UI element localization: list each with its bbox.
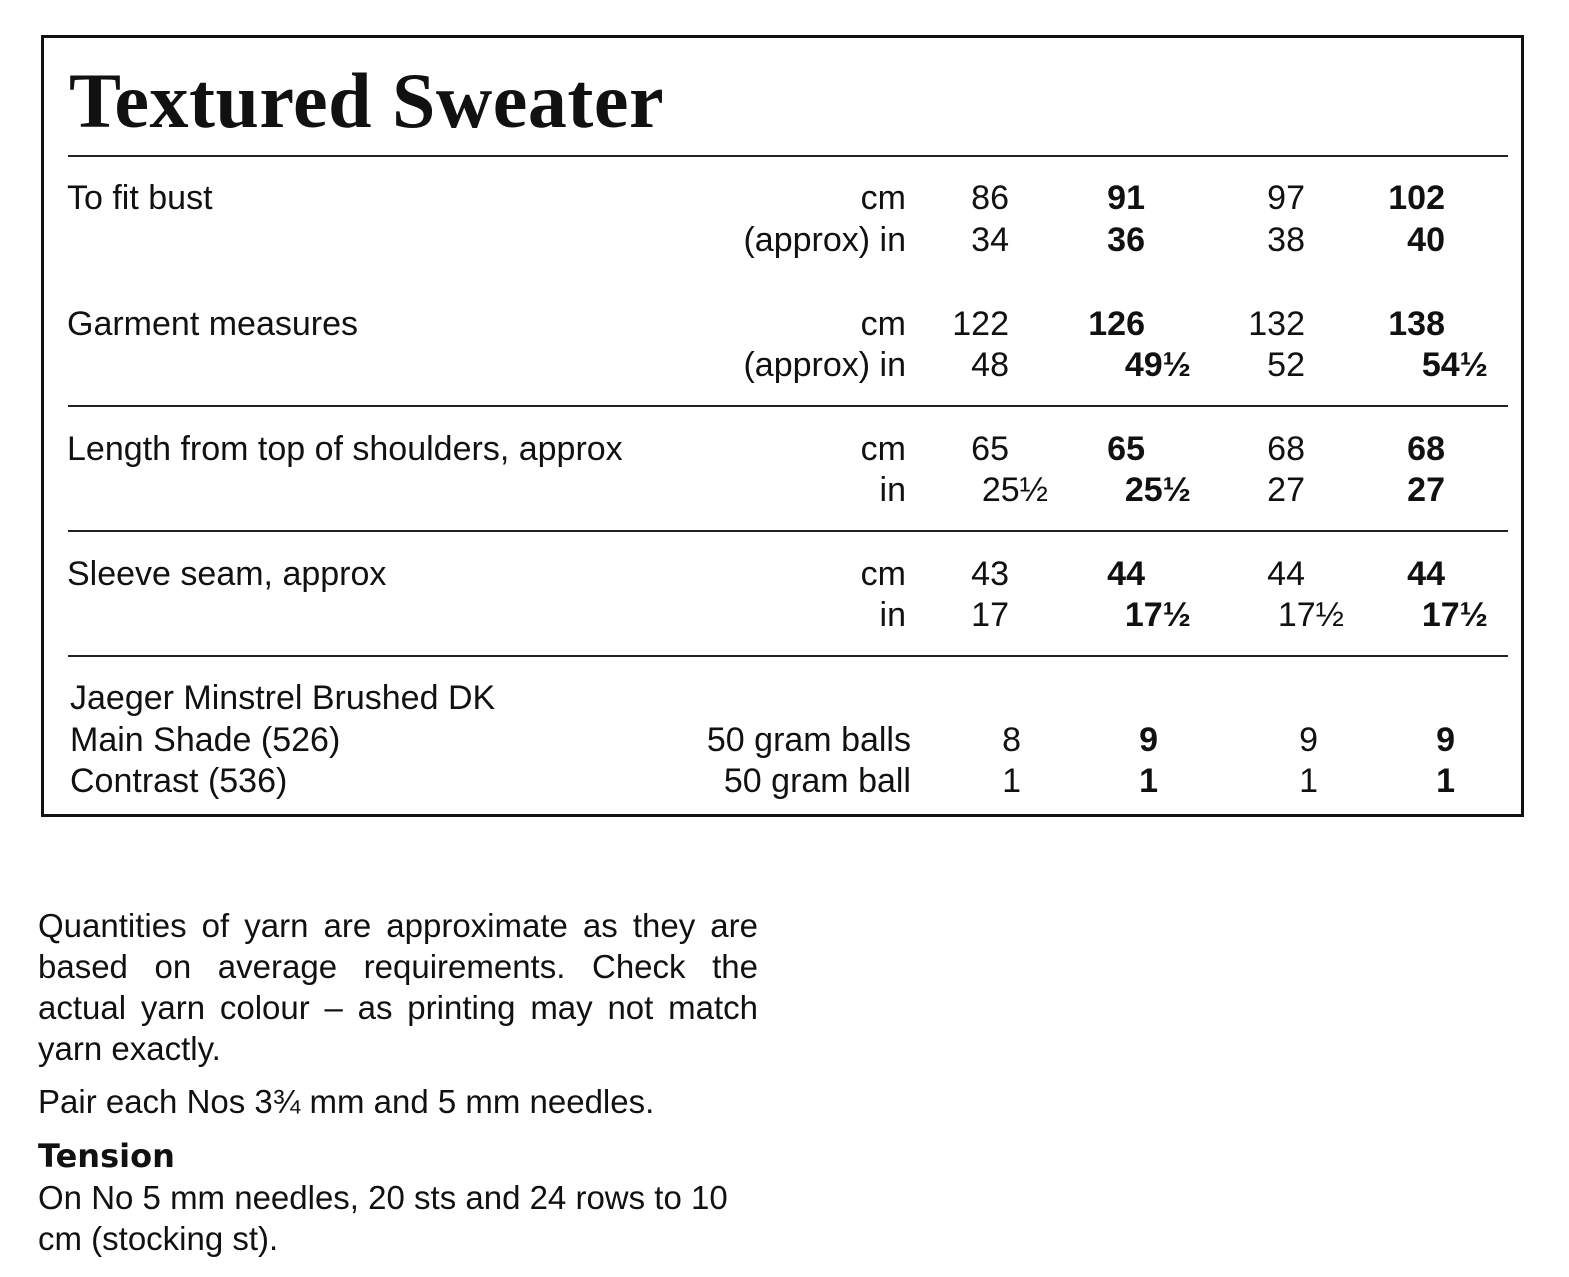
value-cell: 38 <box>1267 221 1305 259</box>
value-cell: 65 <box>1107 430 1145 468</box>
unit-in: in <box>879 471 906 509</box>
yarn-quantity-note: Quantities of yarn are approximate as they are based on average requirements. Check the actual yarn colour – as printing may not match yarn exactly. <box>38 907 758 1067</box>
value-cell: 25½ <box>981 471 1048 509</box>
pattern-title: Textured Sweater <box>69 57 665 144</box>
value-cell: 27 <box>1407 471 1445 509</box>
value-cell: 102 <box>1388 179 1445 217</box>
value-cell: 17 <box>971 596 1009 634</box>
row-label-length: Length from top of shoulders, approx <box>67 430 623 468</box>
value-cell: 44 <box>1107 555 1145 593</box>
value-cell: 17½ <box>1277 596 1344 634</box>
value-cell: 1 <box>1299 762 1318 800</box>
value-cell: 97 <box>1267 179 1305 217</box>
value-cell: 1 <box>1002 762 1021 800</box>
value-cell: 9 <box>1436 721 1455 759</box>
value-cell: 44 <box>1407 555 1445 593</box>
notes-section <box>38 905 758 1259</box>
unit-cm: cm <box>860 555 906 593</box>
value-cell: 8 <box>1002 721 1021 759</box>
value-cell: 17½ <box>1421 596 1488 634</box>
value-cell: 17½ <box>1124 596 1191 634</box>
value-cell: 91 <box>1107 179 1145 217</box>
main-shade-unit: 50 gram balls <box>706 721 911 759</box>
value-cell: 54½ <box>1421 346 1488 384</box>
section-divider <box>68 405 1508 407</box>
value-cell: 122 <box>952 305 1009 343</box>
value-cell: 86 <box>971 179 1009 217</box>
value-cell: 138 <box>1388 305 1445 343</box>
unit-in: in <box>879 596 906 634</box>
value-cell: 9 <box>1299 721 1318 759</box>
value-cell: 52 <box>1267 346 1305 384</box>
contrast-label: Contrast (536) <box>70 762 288 800</box>
unit-in: (approx) in <box>743 221 906 259</box>
value-cell: 68 <box>1267 430 1305 468</box>
value-cell: 68 <box>1407 430 1445 468</box>
needles-note: Pair each Nos 3¾ mm and 5 mm needles. <box>38 1083 655 1120</box>
value-cell: 25½ <box>1124 471 1191 509</box>
unit-cm: cm <box>860 430 906 468</box>
tension-heading: Tension <box>38 1137 175 1175</box>
value-cell: 65 <box>971 430 1009 468</box>
value-cell: 1 <box>1436 762 1455 800</box>
value-cell: 44 <box>1267 555 1305 593</box>
value-cell: 36 <box>1107 221 1145 259</box>
title-divider <box>68 155 1508 157</box>
unit-in: (approx) in <box>743 346 906 384</box>
section-divider <box>68 655 1508 657</box>
tension-text: On No 5 mm needles, 20 sts and 24 rows to 10 cm (stocking st). <box>38 1179 728 1257</box>
value-cell: 132 <box>1248 305 1305 343</box>
row-label-sleeve: Sleeve seam, approx <box>67 555 387 593</box>
value-cell: 126 <box>1088 305 1145 343</box>
value-cell: 9 <box>1139 721 1158 759</box>
measurements-box <box>41 35 1524 817</box>
value-cell: 34 <box>971 221 1009 259</box>
unit-cm: cm <box>860 305 906 343</box>
main-shade-label: Main Shade (526) <box>70 721 341 759</box>
contrast-unit: 50 gram ball <box>723 762 911 800</box>
row-label-bust: To fit bust <box>67 179 213 217</box>
yarn-brand: Jaeger Minstrel Brushed DK <box>70 679 496 717</box>
value-cell: 1 <box>1139 762 1158 800</box>
unit-cm: cm <box>860 179 906 217</box>
value-cell: 48 <box>971 346 1009 384</box>
value-cell: 40 <box>1407 221 1445 259</box>
value-cell: 43 <box>971 555 1009 593</box>
section-divider <box>68 530 1508 532</box>
row-label-garment: Garment measures <box>67 305 358 343</box>
value-cell: 49½ <box>1124 346 1191 384</box>
value-cell: 27 <box>1267 471 1305 509</box>
